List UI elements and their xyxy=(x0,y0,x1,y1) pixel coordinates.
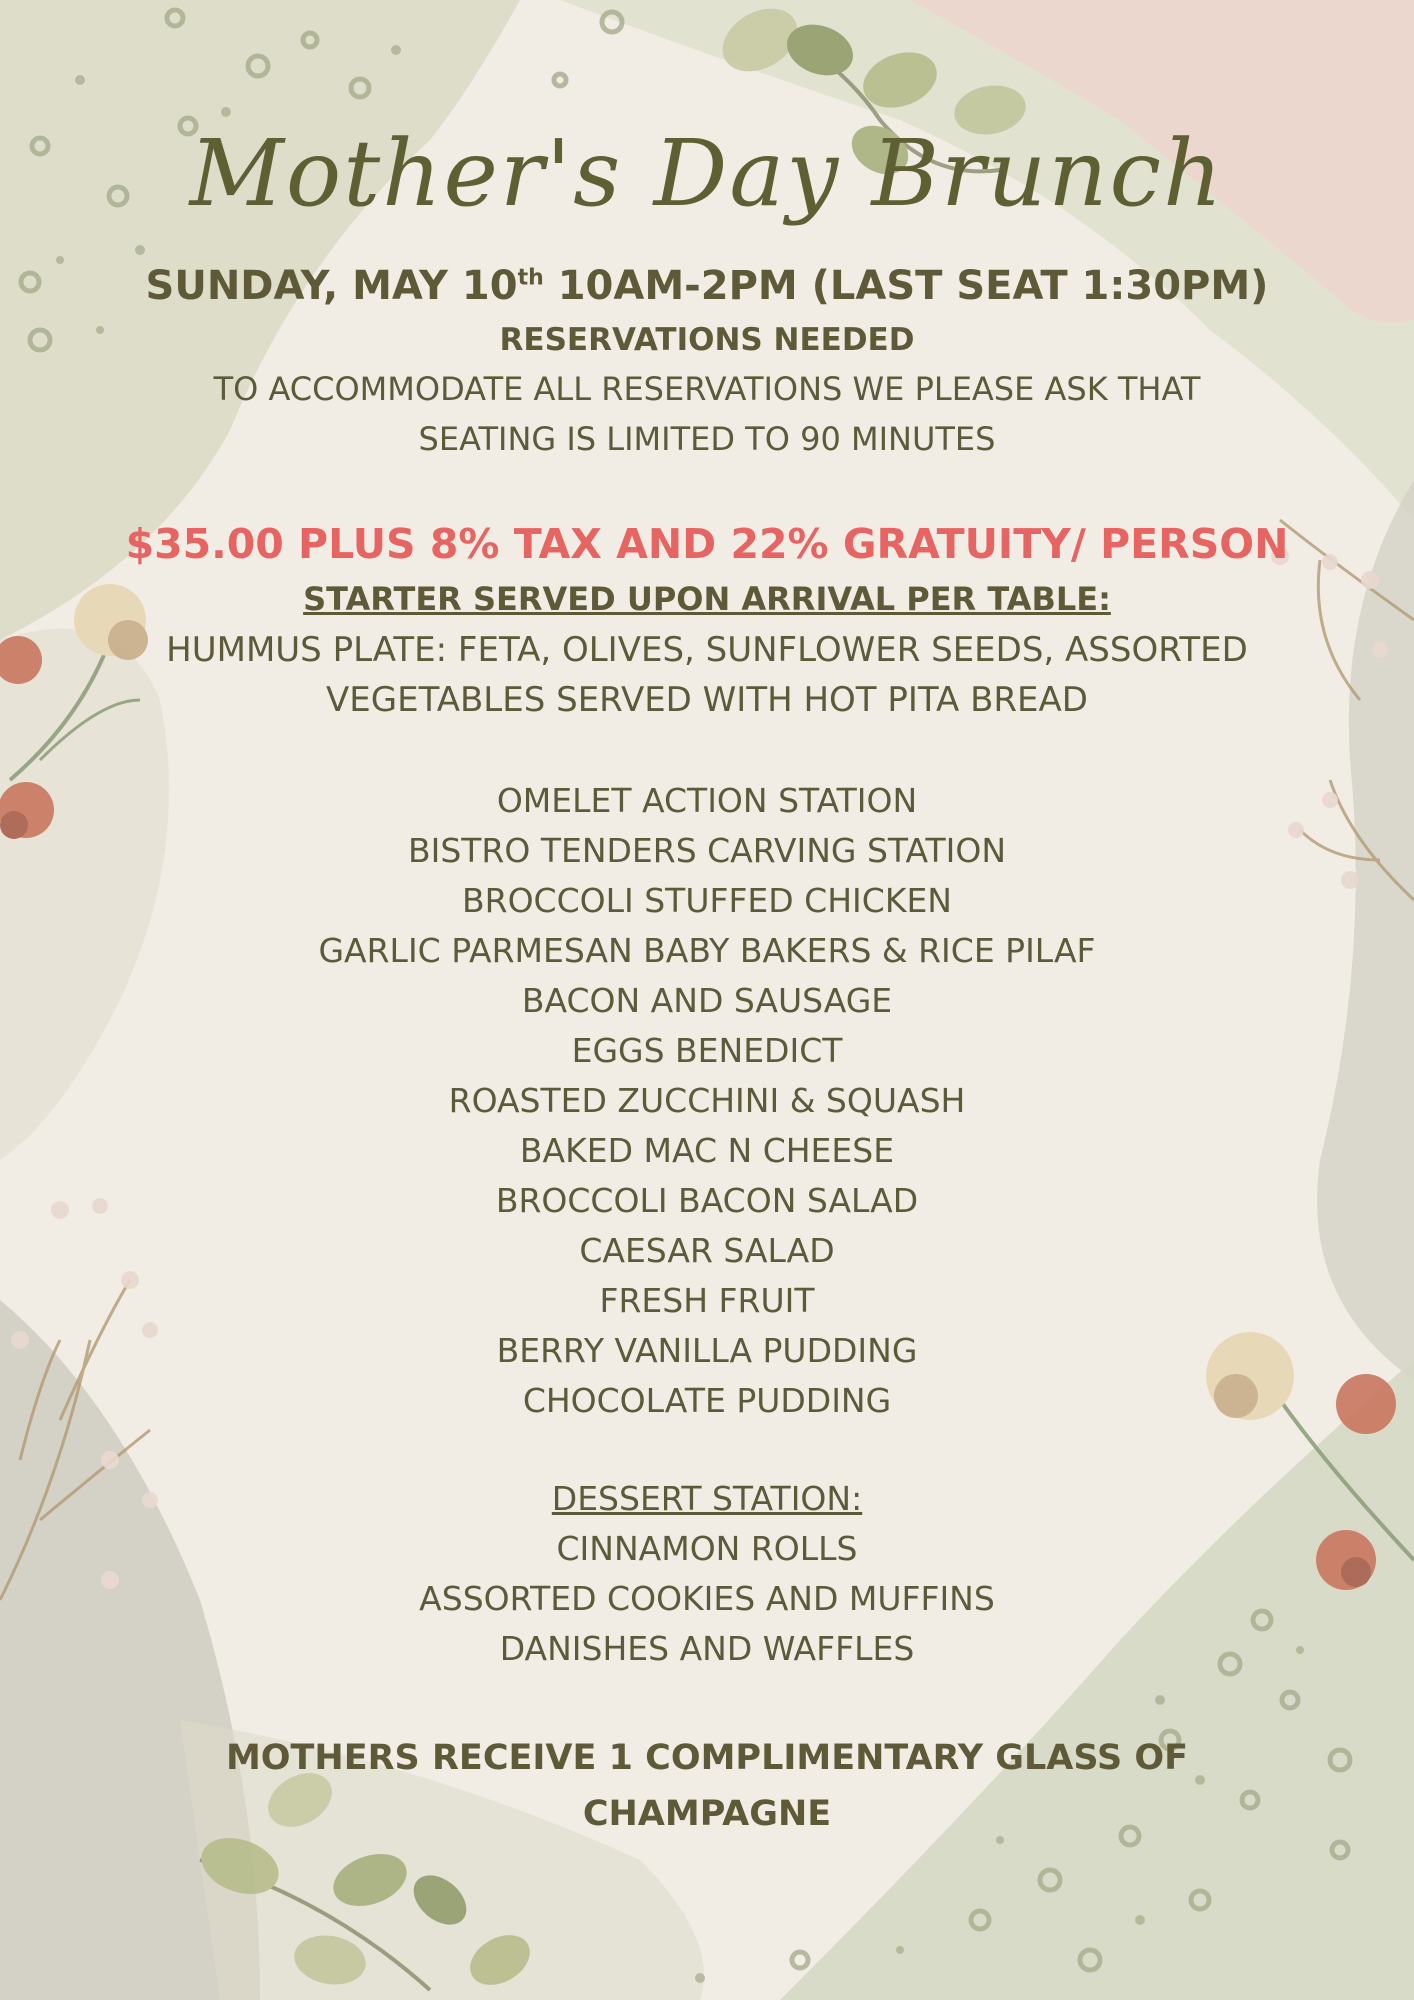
date-prefix: SUNDAY, MAY 10 xyxy=(145,263,518,309)
menu-item: BAKED MAC N CHEESE xyxy=(519,1131,895,1170)
date-superscript: th xyxy=(517,265,544,291)
event-date-time xyxy=(0,264,1414,308)
menu-item: BERRY VANILLA PUDDING xyxy=(496,1331,918,1370)
dessert-item: ASSORTED COOKIES AND MUFFINS xyxy=(419,1579,995,1618)
price-line: $35.00 PLUS 8% TAX AND 22% GRATUITY/ PERSON xyxy=(125,520,1289,568)
reservations-needed: RESERVATIONS NEEDED xyxy=(499,322,915,358)
page-title: Mother's Day Brunch xyxy=(189,120,1225,227)
menu-item: OMELET ACTION STATION xyxy=(496,781,918,820)
dessert-item: DANISHES AND WAFFLES xyxy=(499,1629,915,1668)
dessert-heading: DESSERT STATION: xyxy=(551,1479,863,1518)
menu-item: FRESH FRUIT xyxy=(599,1281,815,1320)
menu-item: BACON AND SAUSAGE xyxy=(521,981,893,1020)
menu-item: EGGS BENEDICT xyxy=(571,1031,843,1070)
starter-line-1: HUMMUS PLATE: FETA, OLIVES, SUNFLOWER SEEDS, ASSORTED xyxy=(166,630,1248,670)
champagne-note-line-2: CHAMPAGNE xyxy=(582,1794,832,1834)
menu-item: ROASTED ZUCCHINI & SQUASH xyxy=(448,1081,966,1120)
menu-item: CAESAR SALAD xyxy=(579,1231,835,1270)
starter-heading: STARTER SERVED UPON ARRIVAL PER TABLE: xyxy=(303,580,1111,618)
dessert-item: CINNAMON ROLLS xyxy=(556,1529,858,1568)
menu-item: BROCCOLI STUFFED CHICKEN xyxy=(462,881,952,920)
champagne-note-line-1: MOTHERS RECEIVE 1 COMPLIMENTARY GLASS OF xyxy=(225,1738,1189,1778)
seating-note-line-2: SEATING IS LIMITED TO 90 MINUTES xyxy=(418,420,996,458)
seating-note-line-1: TO ACCOMMODATE ALL RESERVATIONS WE PLEASE ASK THAT xyxy=(213,370,1201,408)
menu-item: GARLIC PARMESAN BABY BAKERS & RICE PILAF xyxy=(318,931,1096,970)
starter-line-2: VEGETABLES SERVED WITH HOT PITA BREAD xyxy=(326,680,1088,720)
menu-item: BISTRO TENDERS CARVING STATION xyxy=(407,831,1007,870)
menu-item: CHOCOLATE PUDDING xyxy=(522,1381,892,1420)
menu-item: BROCCOLI BACON SALAD xyxy=(495,1181,919,1220)
date-suffix: 10AM-2PM (LAST SEAT 1:30PM) xyxy=(543,263,1269,309)
